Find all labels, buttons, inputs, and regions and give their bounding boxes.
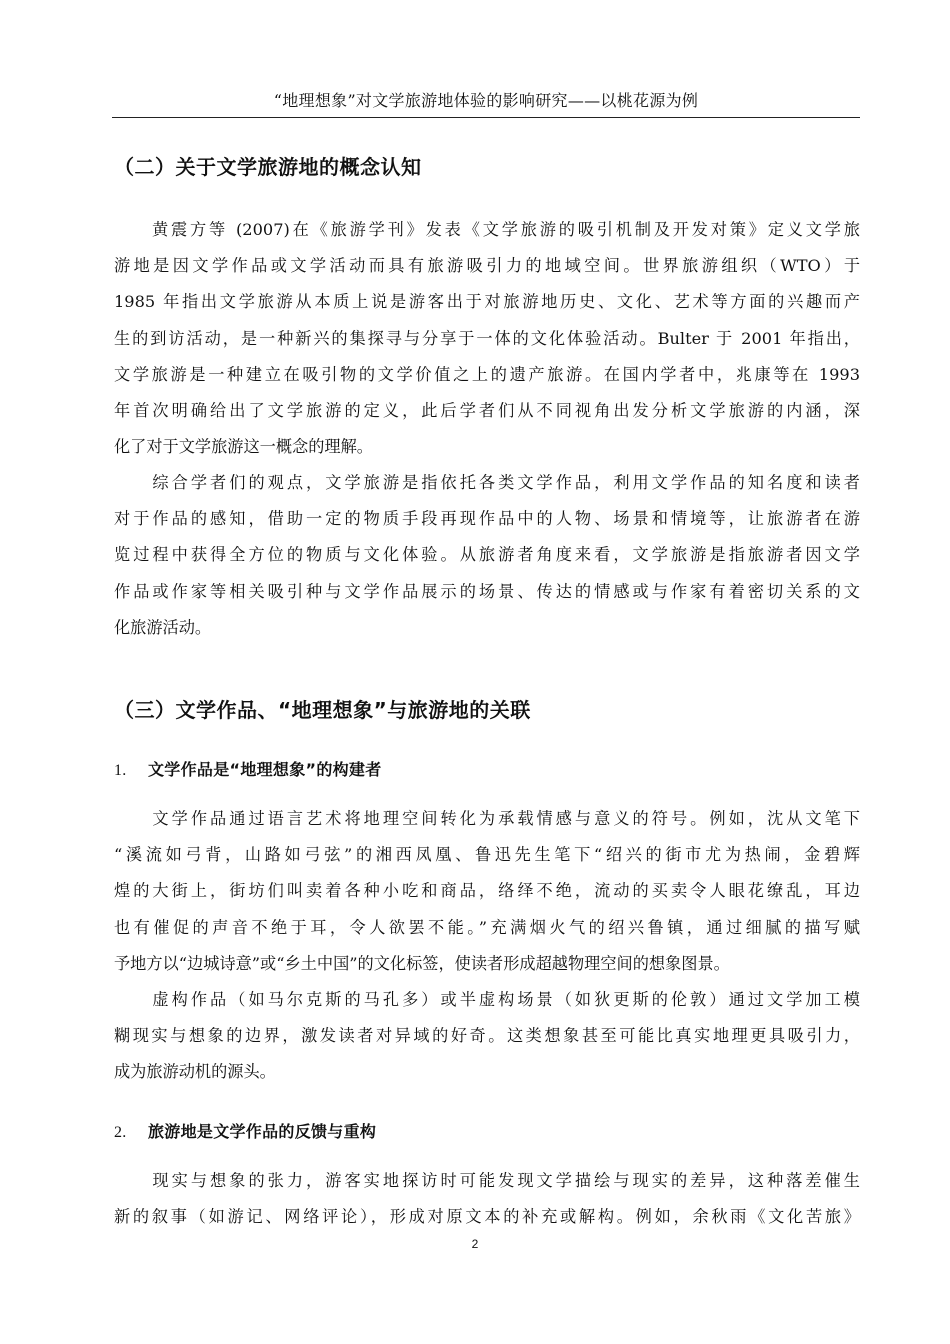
header-divider [112, 117, 860, 118]
subsection-title: 旅游地是文学作品的反馈与重构 [148, 1122, 377, 1141]
paragraph-line: “溪流如弓背，山路如弓弦”的湘西凤凰、鲁迅先生笔下“绍兴的街市尤为热闹，金碧辉 [114, 845, 860, 865]
paragraph-line: 现实与想象的张力，游客实地探访时可能发现文学描绘与现实的差异，这种落差催生 [114, 1171, 860, 1190]
paragraph-line: 新的叙事（如游记、网络评论），形成对原文本的补充或解构。例如，余秋雨《文化苦旅》 [114, 1207, 860, 1227]
paragraph-line: 成为旅游动机的源头。 [114, 1062, 276, 1082]
paragraph-line: 化旅游活动。 [114, 617, 212, 637]
paragraph-line: 生的到访活动，是一种新兴的集探寻与分享于一体的文化体验活动。Bulter 于 2001 年指出， [114, 328, 860, 348]
section-heading-concept: （二）关于文学旅游地的概念认知 [114, 155, 422, 179]
paragraph-line: 黄震方等 (2007)在《旅游学刊》发表《文学旅游的吸引机制及开发对策》定义文学旅 [114, 220, 860, 239]
subsection-heading-1 [114, 758, 382, 783]
paragraph-line: 作品或作家等相关吸引种与文学作品展示的场景、传达的情感或与作家有着密切关系的文 [114, 581, 860, 601]
paragraph-line: 糊现实与想象的边界，激发读者对异域的好奇。这类想象甚至可能比真实地理更具吸引力， [114, 1026, 860, 1046]
section-heading-relation: （三）文学作品、“地理想象”与旅游地的关联 [114, 698, 531, 722]
paragraph-line: 虚构作品（如马尔克斯的马孔多）或半虚构场景（如狄更斯的伦敦）通过文学加工模 [114, 990, 860, 1009]
page-number: 2 [471, 1237, 479, 1251]
paragraph-line: 文学作品通过语言艺术将地理空间转化为承载情感与意义的符号。例如，沈从文笔下 [114, 809, 860, 828]
paragraph-line: 游地是因文学作品或文学活动而具有旅游吸引力的地域空间。世界旅游组织（WTO）于 [114, 256, 860, 276]
paragraph-summary [114, 465, 860, 646]
paragraph-line: 年首次明确给出了文学旅游的定义，此后学者们从不同视角出发分析文学旅游的内涵，深 [114, 401, 860, 421]
paragraph-tension [114, 1163, 860, 1235]
paragraph-literary-works [114, 801, 860, 982]
paragraph-line: 综合学者们的观点，文学旅游是指依托各类文学作品，利用文学作品的知名度和读者 [114, 473, 860, 492]
paragraph-line: 对于作品的感知，借助一定的物质手段再现作品中的人物、场景和情境等，让旅游者在游 [114, 509, 860, 529]
paragraph-line: 化了对于文学旅游这一概念的理解。 [114, 437, 373, 457]
subsection-title: 文学作品是“地理想象”的构建者 [148, 760, 382, 779]
paragraph-definition [114, 212, 860, 465]
paragraph-line: 文学旅游是一种建立在吸引物的文学价值之上的遗产旅游。在国内学者中，兆康等在 1993 [114, 364, 860, 384]
paragraph-line: 览过程中获得全方位的物质与文化体验。从旅游者角度来看，文学旅游是指旅游者因文学 [114, 545, 860, 565]
subsection-number: 1. [114, 762, 127, 779]
paragraph-fiction [114, 982, 860, 1091]
paragraph-line: 予地方以“边城诗意”或“乡土中国”的文化标签，使读者形成超越物理空间的想象图景。 [114, 953, 730, 973]
subsection-number: 2. [114, 1124, 127, 1141]
running-header: “地理想象”对文学旅游地体验的影响研究——以桃花源为例 [273, 91, 699, 110]
paragraph-line: 1985 年指出文学旅游从本质上说是游客出于对旅游地历史、文化、艺术等方面的兴趣而产 [114, 292, 860, 312]
paragraph-line: 也有催促的声音不绝于耳，令人欲罢不能。”充满烟火气的绍兴鲁镇，通过细腻的描写赋 [114, 917, 860, 937]
paragraph-line: 煌的大街上，街坊们叫卖着各种小吃和商品，络绎不绝，流动的买卖令人眼花缭乱，耳边 [114, 881, 860, 901]
subsection-heading-2 [114, 1120, 376, 1145]
